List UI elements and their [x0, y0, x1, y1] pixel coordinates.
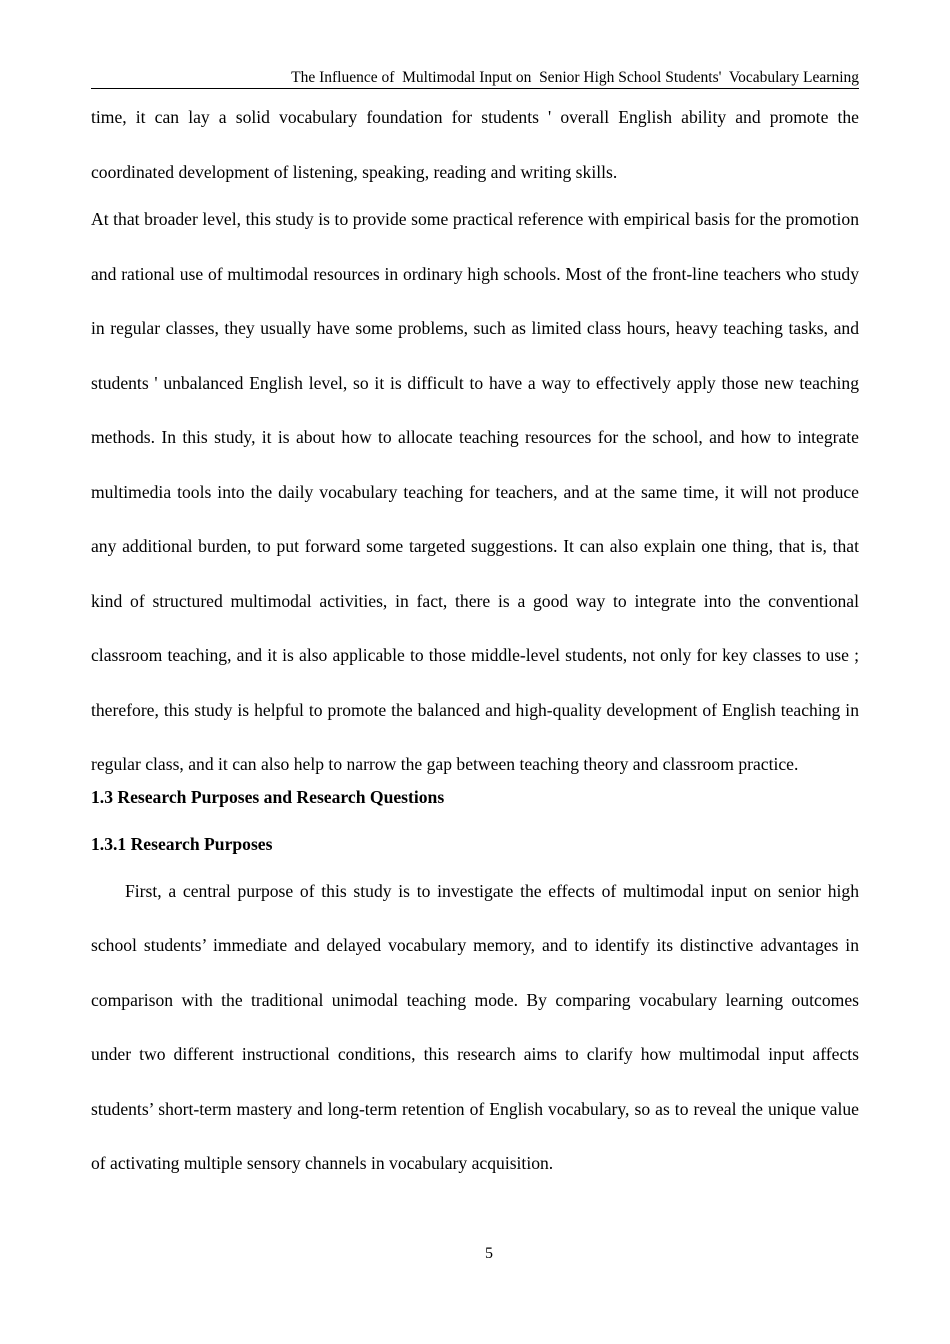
paragraph-broader-level: At that broader level, this study is to provide some practical reference with empirical basis for the promotion and rational use of multimodal resources in ordinary high schools. Most of the front-line teachers who study in regular classes, they usually have some problems, such as limited class hours, heavy teaching tasks, and students ' unbalanced English level, so it is difficult to have a way to effectively apply those new teaching methods. In this study, it is about how to allocate teaching resources for the school, and how to integrate multimedia tools into the daily vocabulary teaching for teachers, and at the same time, it will not produce any additional burden, to put forward some targeted suggestions. It can also explain one thing, that is, that kind of structured multimodal activities, in fact, there is a good way to integrate into the conventional classroom teaching, and it is also applicable to those middle-level students, not only for key classes to use ; therefore, this study is helpful to promote the balanced and high-quality development of English teaching in regular class, and it can also help to narrow the gap between teaching theory and classroom practice.: [91, 209, 859, 774]
running-header: The Influence of Multimodal Input on Senior High School Students' Vocabulary Learning: [91, 68, 859, 89]
body-text: [91, 90, 859, 1211]
paragraph-research-purposes: First, a central purpose of this study is to investigate the effects of multimodal input on senior high school students’ immediate and delayed vocabulary memory, and to identify its distinctive advantages in comparison with the traditional unimodal teaching mode. By comparing vocabulary learning outcomes under two different instructional conditions, this research aims to clarify how multimodal input affects students’ short-term mastery and long-term retention of English vocabulary, so as to reveal the unique value of activating multiple sensory channels in vocabulary acquisition.: [91, 880, 859, 1173]
page-number: 5: [485, 1245, 493, 1262]
section-heading: 1.3 Research Purposes and Research Questions: [91, 786, 445, 807]
subsection-heading: 1.3.1 Research Purposes: [91, 833, 273, 854]
paragraph-continuation: time, it can lay a solid vocabulary foundation for students ' overall English ability and promote the coordinated development of listening, speaking, reading and writing skills.: [91, 107, 859, 182]
